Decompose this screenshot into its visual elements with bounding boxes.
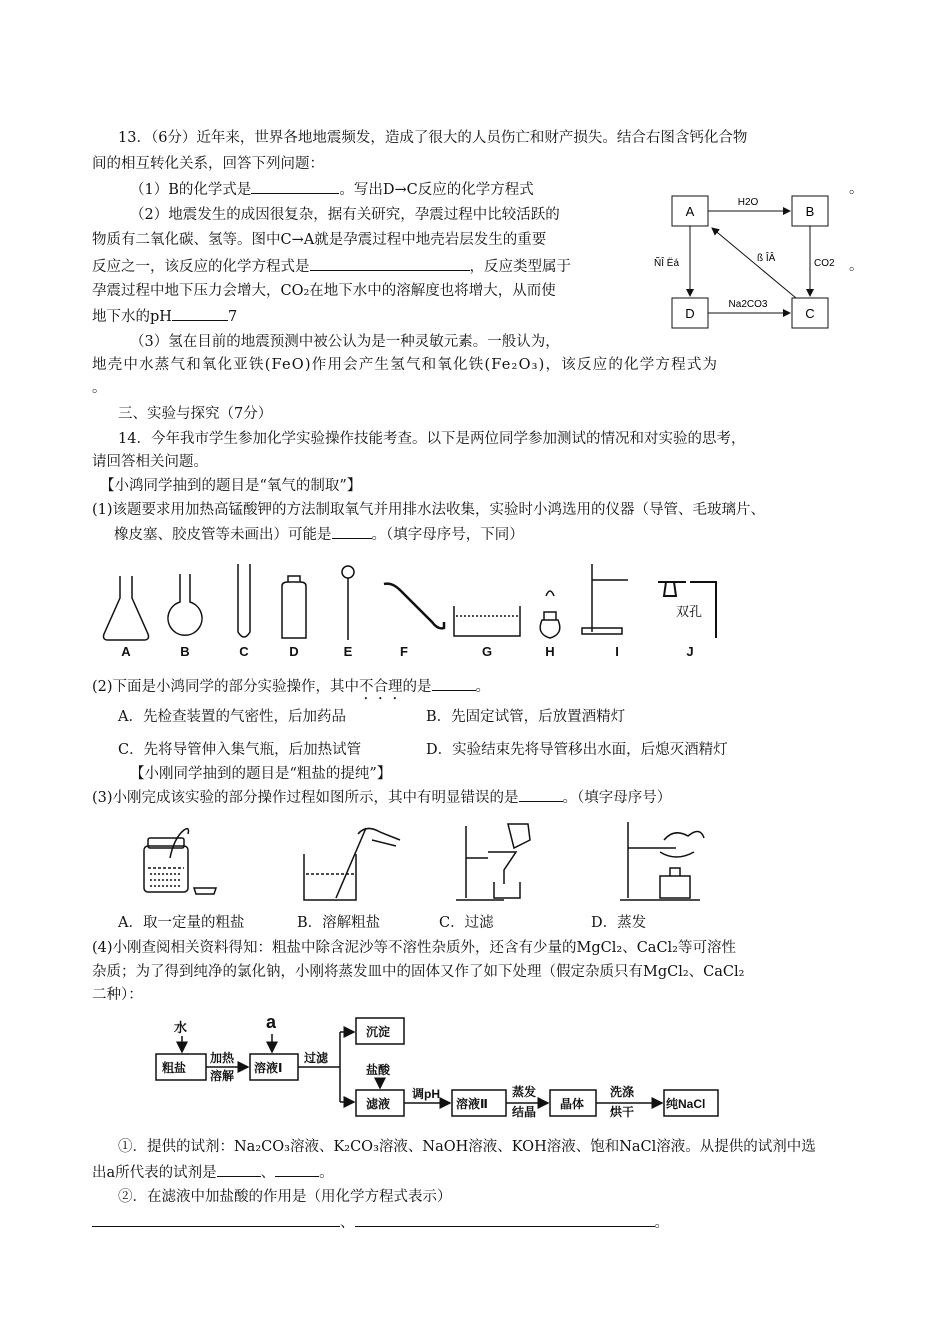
- q14-s4-line1: (4)小刚查阅相关资料得知：粗盐中除含泥沙等不溶性杂质外，还含有少量的MgCl₂、CaCl₂等可溶性: [92, 940, 736, 956]
- apparatus-label-g: G: [481, 644, 493, 659]
- answer-blank-equation-2[interactable]: [355, 1212, 655, 1227]
- answer-blank-apparatus[interactable]: [332, 524, 372, 539]
- answer-blank-reagent-1[interactable]: [217, 1162, 261, 1177]
- q13-p2-text: 反应之一，该反应的化学方程式是: [92, 259, 310, 275]
- q14-s2-end: 。: [475, 679, 491, 695]
- flow-label-sol2: 溶液Ⅱ: [456, 1097, 488, 1111]
- q14-r1-line1: ①．提供的试剂：Na₂CO₃溶液、K₂CO₃溶液、NaOH溶液、KOH溶液、饱和NaCl溶液。从提供的试剂中选: [118, 1139, 816, 1155]
- flow-label-wash: 洗涤: [610, 1085, 635, 1099]
- q13-p1-end: 。: [849, 181, 864, 197]
- apparatus-label-b: B: [180, 644, 190, 659]
- evaporation-illustration: [620, 822, 704, 900]
- q14-r1-end: 。: [319, 1165, 334, 1181]
- flow-label-dry: 烘干: [610, 1105, 635, 1119]
- flow-label-precip: 沉淀: [366, 1025, 391, 1039]
- label-left-garbled: ÑÎ Ëá: [654, 258, 680, 269]
- arrow-c-to-a: [712, 228, 796, 298]
- q14-s1-line1: (1)该题要求用加热高锰酸钾的方法制取氧气并用排水法收集，实验时小鸿选用的仪器（导管、毛玻璃片、: [92, 502, 766, 518]
- iron-stand-icon: [582, 564, 628, 634]
- flow-label-dissolve: 溶解: [210, 1069, 235, 1083]
- q14-r3: [92, 1212, 669, 1233]
- dissolve-illustration: [304, 828, 400, 900]
- q13-part1: [130, 179, 534, 200]
- filtration-illustration: [456, 824, 530, 900]
- q14-s3-text: (3)小刚完成该实验的部分操作过程如图所示，其中有明显错误的是: [92, 790, 519, 806]
- test-tube-icon: [238, 564, 250, 637]
- apparatus-label-f: F: [400, 644, 408, 659]
- option-c: C．先将导管伸入集气瓶，后加热试管: [118, 742, 362, 758]
- node-a-label: A: [685, 204, 695, 219]
- caption-b: B．溶解粗盐: [297, 915, 381, 931]
- flow-reagent-a: a: [266, 1012, 277, 1032]
- option-a: A．先检查装置的气密性，后加药品: [118, 709, 346, 725]
- q13-p3-line3: 。: [92, 380, 107, 396]
- round-flask-icon: [168, 574, 202, 635]
- operation-illustrations: [104, 818, 724, 908]
- label-shuangkong: 双孔: [676, 604, 703, 619]
- q14-r1-text: 出a所代表的试剂是: [92, 1165, 217, 1181]
- caption-c: C．过滤: [439, 915, 494, 931]
- q14-s2-text2: 的是: [402, 679, 432, 695]
- apparatus-label-e: E: [343, 644, 353, 659]
- caption-a: A．取一定量的粗盐: [118, 915, 245, 931]
- q13-p2-end: 。: [849, 258, 864, 274]
- q14-line1: 14．今年我市学生参加化学实验操作技能考查。以下是两位同学参加测试的情况和对实验的思考，: [118, 431, 746, 447]
- apparatus-label-d: D: [289, 644, 299, 659]
- node-b-label: B: [805, 204, 815, 219]
- q13-line2: 间的相互转化关系，回答下列问题：: [92, 156, 324, 172]
- bent-tube-icon: [384, 584, 444, 629]
- flow-label-pure: 纯NaCl: [666, 1097, 706, 1111]
- q13-p3-line2: 地壳中水蒸气和氧化亚铁(FeO)作用会产生氢气和氧化铁(Fe₂O₃)，该反应的化学方程式为: [92, 357, 719, 373]
- q13-p3-line1: （3）氢在目前的地震预测中被公认为是一种灵敏元素。一般认为，: [130, 334, 560, 350]
- reagent-bottle-icon: [282, 576, 306, 638]
- option-b: B．先固定试管，后放置酒精灯: [426, 709, 626, 725]
- q13-p1-text: （1）B的化学式是: [130, 182, 252, 198]
- q14-s2: [92, 676, 490, 703]
- flow-label-filter: 过滤: [304, 1051, 329, 1065]
- q14-topic2: 【小刚同学抽到的题目是“粗盐的提纯”】: [130, 766, 392, 782]
- option-d: D．实验结束先将导管移出水面，后熄灭酒精灯: [426, 742, 728, 758]
- flow-label-filtrate: 滤液: [366, 1097, 391, 1111]
- q14-r3-sep: 、: [340, 1215, 355, 1231]
- alcohol-lamp-icon: [540, 591, 560, 638]
- flow-water: 水: [174, 1020, 188, 1035]
- label-h2o: H2O: [737, 197, 759, 208]
- flow-label-cryst: 结晶: [512, 1105, 537, 1119]
- answer-blank-wrong-operation[interactable]: [519, 787, 563, 802]
- label-co2: CO2: [814, 258, 835, 269]
- q14-s1-text2: 。（填字母序号，下同）: [371, 527, 524, 543]
- answer-blank-unreasonable[interactable]: [432, 676, 476, 691]
- flow-label-crude: 粗盐: [162, 1061, 187, 1075]
- q14-r2: ②．在滤液中加盐酸的作用是（用化学方程式表示）: [118, 1189, 452, 1205]
- apparatus-label-j: J: [686, 644, 694, 659]
- apparatus-label-h: H: [545, 644, 555, 659]
- dropper-bulb-icon: [342, 566, 354, 578]
- answer-blank-reagent-2[interactable]: [275, 1162, 319, 1177]
- q13-p1-text2: 。写出D→C反应的化学方程式: [339, 182, 534, 198]
- flow-label-ph: 调pH: [412, 1087, 440, 1101]
- q13-p2-line3: [92, 256, 571, 277]
- q14-s1-text: 橡皮塞、胶皮管等未画出）可能是: [114, 527, 332, 543]
- q13-ph-seven: 7: [227, 309, 238, 325]
- conical-flask-icon: [104, 576, 149, 640]
- q13-line1: 13．（6分）近年来，世界各地地震频发，造成了很大的人员伤亡和财产损失。结合右图含钙化合物: [118, 130, 748, 146]
- purification-flowchart: [154, 1012, 724, 1122]
- label-na2co3: Na2CO3: [728, 299, 768, 310]
- label-diag-garbled: ß ÎÂ: [757, 253, 776, 264]
- q14-s1-line2: [114, 524, 524, 545]
- q13-p2-line5: [92, 306, 237, 327]
- q14-s2-emphasis: 不合理: [359, 679, 403, 695]
- q14-s3: [92, 787, 671, 808]
- q14-line2: 请回答相关问题。: [92, 454, 208, 470]
- calcium-conversion-diagram: [654, 188, 860, 336]
- q14-s2-text: (2)下面是小鸿同学的部分实验操作，其中: [92, 679, 360, 695]
- q14-s3-text2: 。（填字母序号）: [562, 790, 672, 806]
- answer-blank-b-formula[interactable]: [251, 179, 339, 194]
- answer-blank-ph[interactable]: [172, 306, 228, 321]
- section-3-heading: 三、实验与探究（7分）: [118, 406, 273, 422]
- q14-s4-line2: 杂质；为了得到纯净的氯化钠，小刚将蒸发皿中的固体又作了如下处理（假定杂质只有MgCl₂、CaCl₂: [92, 964, 745, 980]
- flow-label-sol1: 溶液Ⅰ: [254, 1061, 283, 1075]
- q13-ph-text: 地下水的pH: [92, 309, 172, 325]
- q14-topic1: 【小鸿同学抽到的题目是“氧气的制取”】: [100, 478, 362, 494]
- node-d-label: D: [685, 306, 695, 321]
- q13-p2-line2: 物质有二氧化碳、氢等。图中C→A就是孕震过程中地壳岩层发生的重要: [92, 232, 547, 248]
- q13-p2-text2: ，反应类型属于: [469, 259, 571, 275]
- flow-label-crystal: 晶体: [560, 1097, 585, 1111]
- q13-p2-line1: （2）地震发生的成因很复杂，据有关研究，孕震过程中比较活跃的: [130, 207, 560, 223]
- node-c-label: C: [805, 306, 815, 321]
- q14-s4-line3: 二种）：: [92, 987, 143, 1003]
- flow-label-hcl: 盐酸: [366, 1063, 391, 1077]
- apparatus-label-a: A: [121, 644, 131, 659]
- q14-r1-sep: 、: [260, 1165, 276, 1181]
- q14-r3-end: 。: [654, 1215, 669, 1231]
- caption-d: D．蒸发: [591, 915, 647, 931]
- flow-label-heat: 加热: [210, 1051, 235, 1065]
- apparatus-label-c: C: [239, 644, 249, 659]
- water-trough-icon: [454, 606, 520, 636]
- q13-p2-line4: 孕震过程中地下压力会增大，CO₂在地下水中的溶解度也将增大，从而使: [92, 283, 556, 299]
- q14-r1-line2: [92, 1162, 334, 1183]
- answer-blank-equation-1[interactable]: [92, 1212, 340, 1227]
- flow-label-evap: 蒸发: [512, 1085, 537, 1099]
- take-salt-illustration: [144, 829, 216, 894]
- apparatus-illustration: [92, 556, 732, 664]
- apparatus-label-i: I: [615, 644, 619, 659]
- answer-blank-c-to-a-equation[interactable]: [310, 256, 470, 271]
